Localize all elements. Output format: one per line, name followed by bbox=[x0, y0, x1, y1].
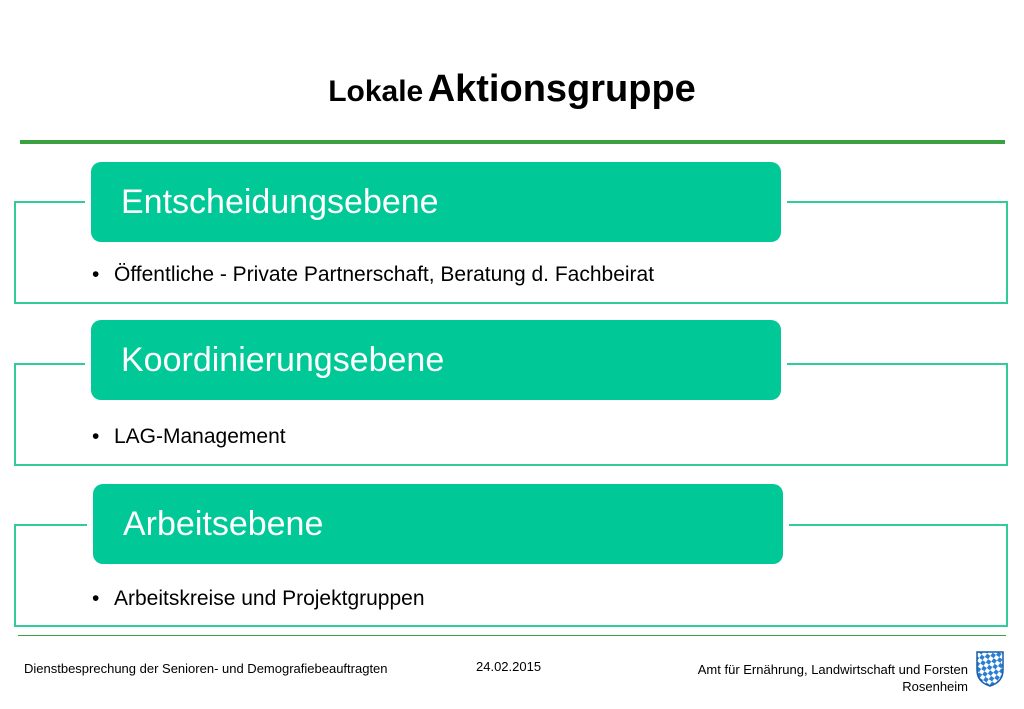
bullet-text: Arbeitskreise und Projektgruppen bbox=[114, 587, 425, 610]
level-bullet-decision bbox=[92, 263, 654, 287]
level-heading-work: Arbeitsebene bbox=[93, 484, 783, 564]
bullet-text: Öffentliche - Private Partnerschaft, Beratung d. Fachbeirat bbox=[114, 263, 655, 286]
footer-authority: Amt für Ernährung, Landwirtschaft und Forsten bbox=[697, 662, 968, 677]
level-heading-coordination: Koordinierungsebene bbox=[91, 320, 781, 400]
footer-left: Dienstbesprechung der Senioren- und Demografiebeauftragten bbox=[24, 661, 388, 676]
page-title bbox=[0, 68, 1024, 111]
level-heading-decision: Entscheidungsebene bbox=[91, 162, 781, 242]
footer-location: Rosenheim bbox=[902, 679, 968, 694]
title-divider bbox=[20, 140, 1005, 144]
bullet-dot: • bbox=[92, 587, 100, 610]
bavarian-crest-icon bbox=[975, 650, 1005, 688]
title-word-2: Aktionsgruppe bbox=[427, 68, 696, 110]
bullet-text: LAG-Management bbox=[114, 425, 286, 448]
footer-divider bbox=[18, 635, 1006, 636]
title-word-1: Lokale bbox=[328, 75, 424, 108]
bullet-dot: • bbox=[92, 425, 100, 448]
footer-date: 24.02.2015 bbox=[476, 659, 542, 674]
level-bullet-work bbox=[92, 587, 425, 611]
bullet-dot: • bbox=[92, 263, 100, 286]
level-bullet-coordination bbox=[92, 425, 286, 449]
footer-right bbox=[660, 661, 968, 695]
